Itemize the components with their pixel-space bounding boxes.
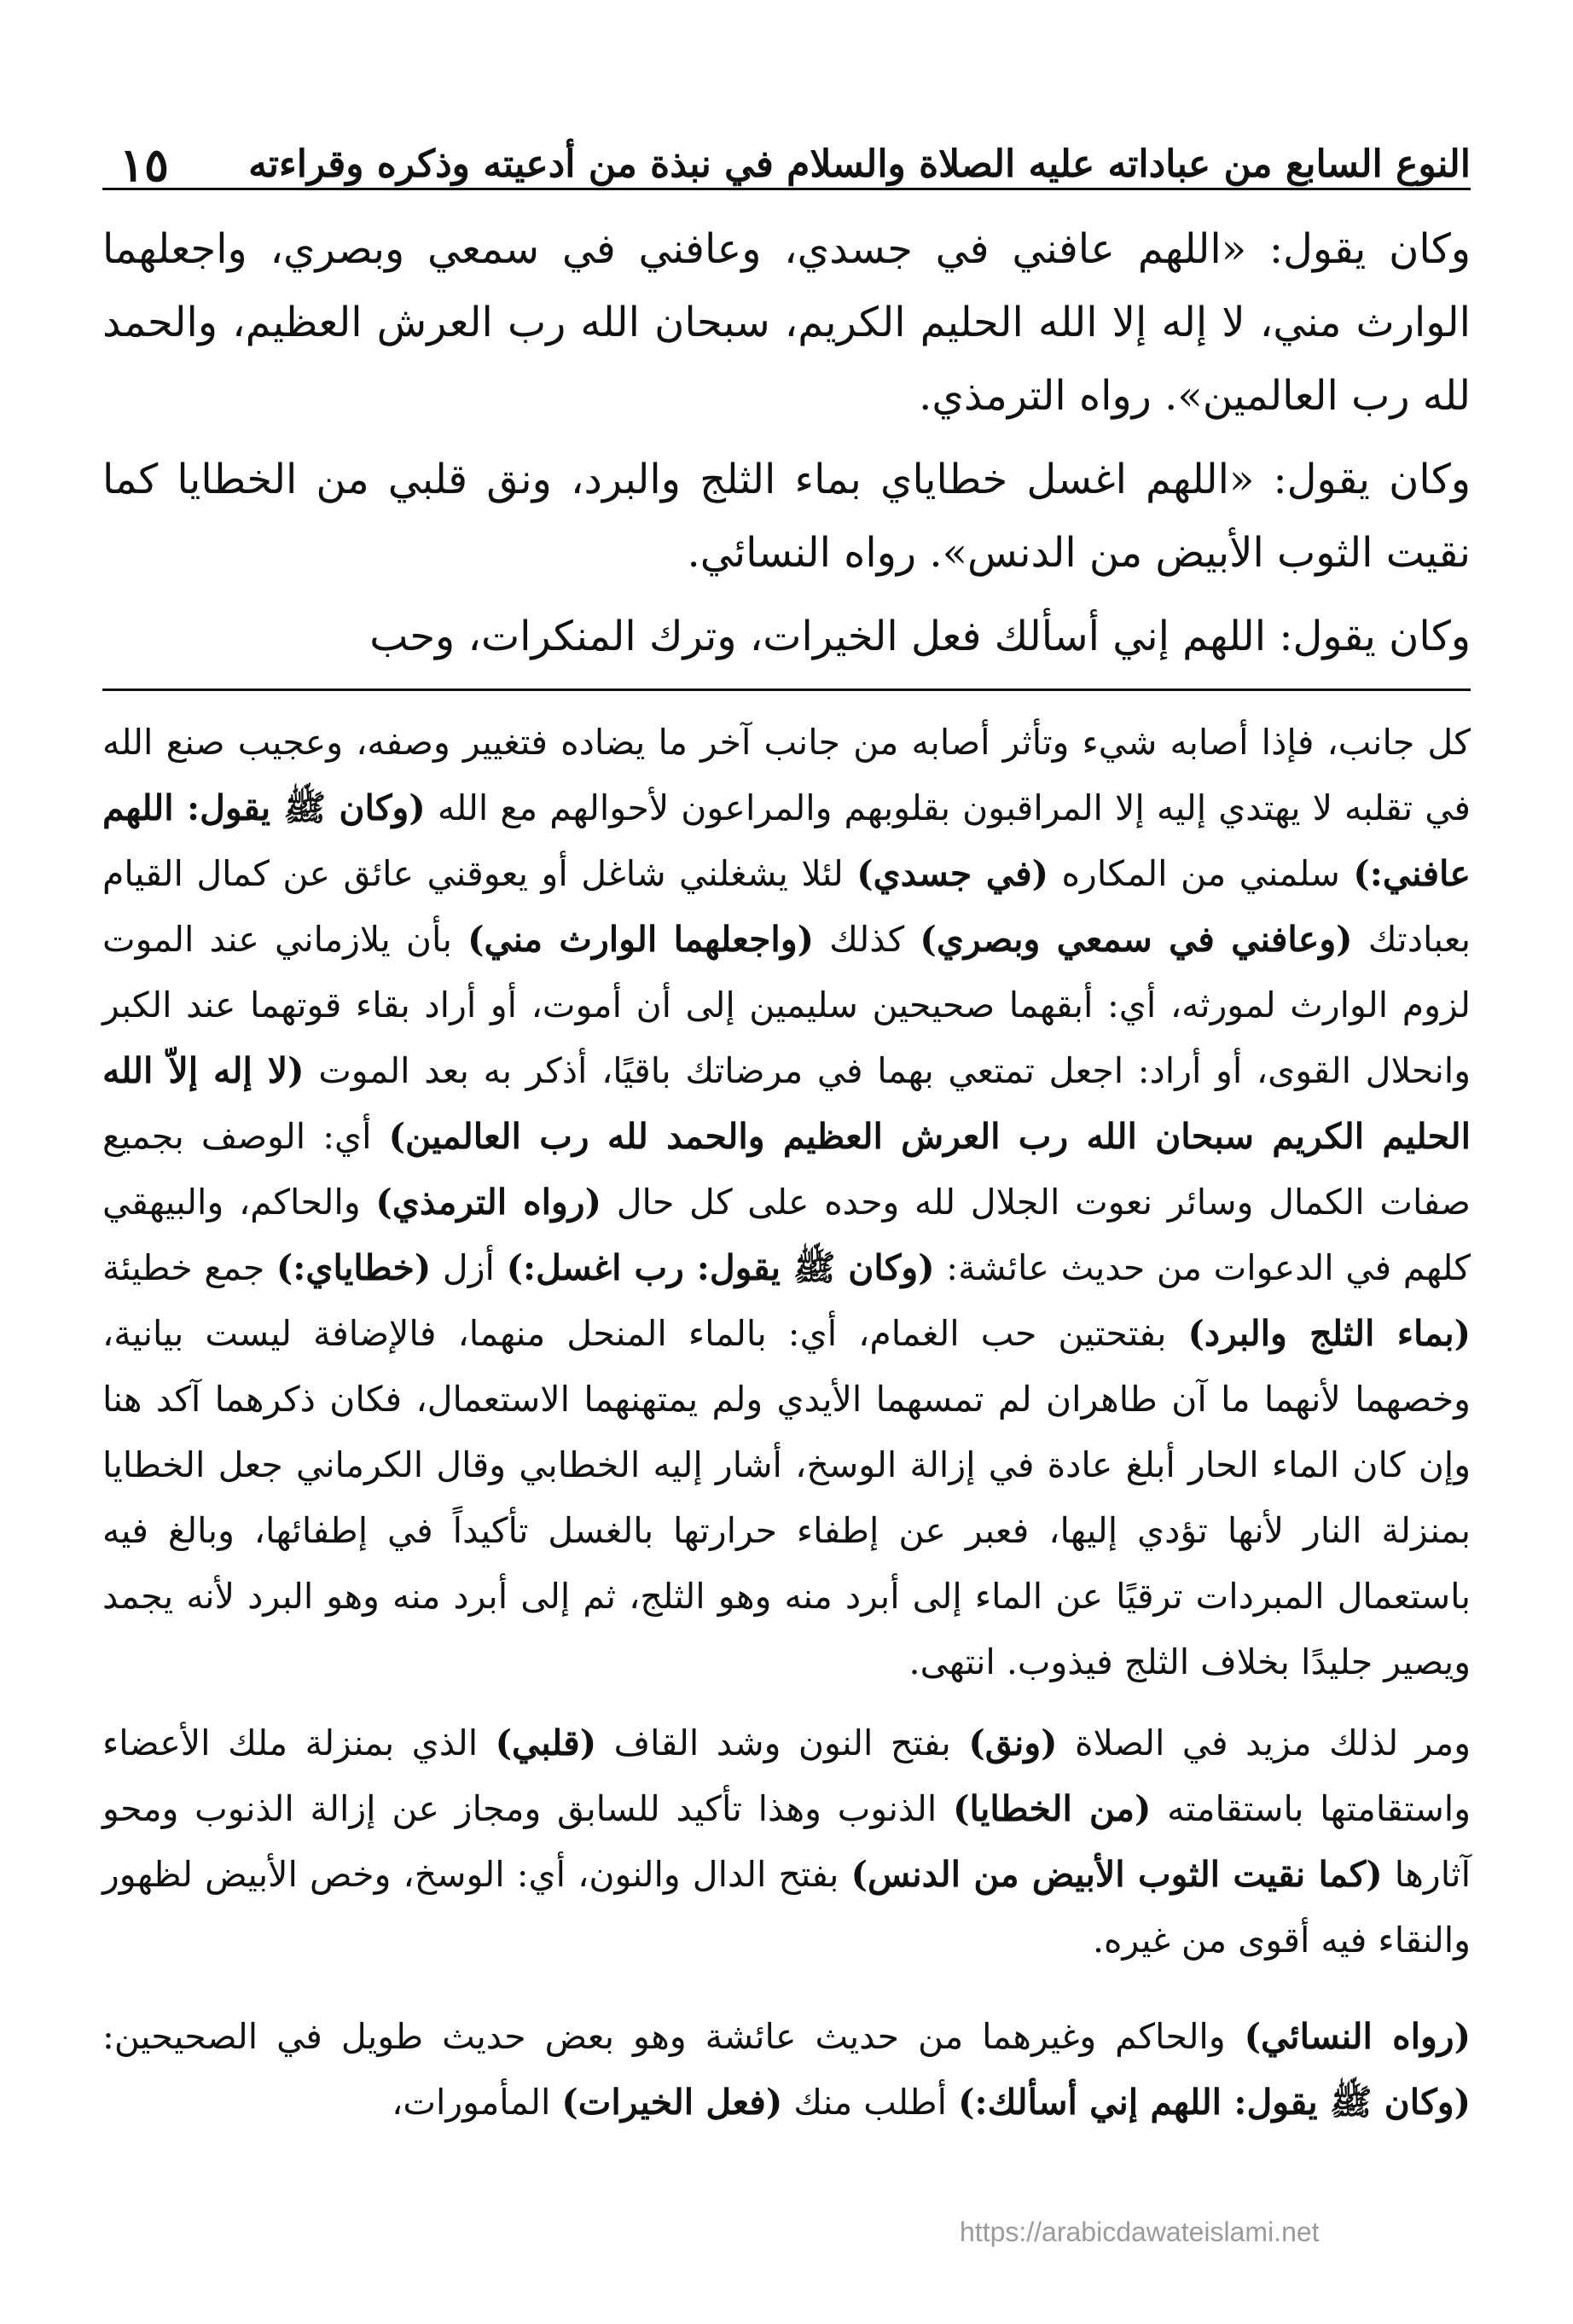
quoted-matn-phrase: (وكان ﷺ يقول: اللهم عافني:) <box>102 787 1471 894</box>
commentary-phrase: سلمني من المكاره <box>1048 853 1354 894</box>
commentary-phrase: لئلا يشغلني شاغل أو يعوقني عائق عن كمال القيام بعبادتك <box>102 853 1471 960</box>
commentary-phrase: جمع خطيئة <box>102 1247 276 1288</box>
watermark-url: https://arabicdawateislami.net <box>960 2217 1320 2247</box>
quoted-matn-phrase: (بماء الثلج والبرد) <box>1187 1313 1471 1354</box>
commentary-phrase: بفتح الدال والنون، أي: الوسخ، وخص الأبيض لظهور والنقاء فيه أقوى من غيره. <box>102 1854 1471 1961</box>
quoted-matn-phrase: (من الخطايا) <box>953 1788 1152 1829</box>
quoted-matn-phrase: (وعافني في سمعي وبصري) <box>920 919 1353 960</box>
quoted-matn-phrase: (قلبي) <box>495 1723 597 1763</box>
commentary-phrase: أطلب منك <box>782 2082 959 2123</box>
quoted-matn-phrase: (ونق) <box>968 1723 1058 1763</box>
commentary-paragraph <box>102 1711 1471 1973</box>
commentary-paragraph <box>102 2004 1471 2135</box>
commentary-phrase: بفتح النون وشد القاف <box>596 1723 969 1763</box>
commentary-phrase: أي: الوصف بجميع صفات الكمال وسائر نعوت الجلال لله وحده على كل حال <box>102 1116 1471 1223</box>
commentary-phrase: أزل <box>431 1247 507 1288</box>
commentary-phrase: كل جانب، فإذا أصابه شيء وتأثر أصابه من جانب آخر ما يضاده فتغيير وصفه، وعجيب صنع الله في تقلبه لا يهتدي إليه إلا المراقبون بقلوبهم والمراعون لأحوالهم مع الله <box>102 722 1471 828</box>
commentary-phrase: والحاكم، والبيهقي كلهم في الدعوات من حديث عائشة: <box>102 1182 1471 1288</box>
quoted-matn-phrase: (واجعلهما الوارث مني) <box>467 919 815 960</box>
commentary-phrase: بأن يلازماني عند الموت لزوم الوارث لمورثه، أي: أبقهما صحيحين سليمين إلى أن أموت، أو أراد بقاء قوتهما عند الكبر وانحلال القوى، أو أراد: اجعل تمتعي بهما في مرضاتك باقيًا، أذكر به بعد الموت <box>102 919 1471 1091</box>
commentary-text <box>102 710 1471 2135</box>
commentary-phrase: ومر لذلك مزيد في الصلاة <box>1057 1723 1471 1763</box>
quoted-matn-phrase: (وكان ﷺ يقول: اللهم إني أسألك:) <box>958 2082 1471 2123</box>
quoted-matn-phrase: (لا إله إلاّ الله الحليم الكريم سبحان الله رب العرش العظيم والحمد لله رب العالمين) <box>102 1050 1471 1157</box>
book-page <box>102 111 1471 2295</box>
running-header <box>102 111 1471 190</box>
matn-paragraph: وكان يقول: «اللهم اغسل خطاياي بماء الثلج والبرد، ونق قلبي من الخطايا كما نقيت الثوب الأبيض من الدنس». رواه النسائي. <box>102 456 1471 577</box>
page-number: ١٥ <box>119 137 170 192</box>
commentary-phrase: كذلك <box>814 919 920 960</box>
quoted-matn-phrase: (فعل الخيرات) <box>561 2082 783 2123</box>
quoted-matn-phrase: (كما نقيت الثوب الأبيض من الدنس) <box>850 1854 1383 1895</box>
commentary-paragraph <box>102 710 1471 1695</box>
quoted-matn-phrase: (رواه الترمذي) <box>375 1182 601 1223</box>
commentary-phrase: الذنوب وهذا تأكيد للسابق ومجاز عن إزالة الذنوب ومحو آثارها <box>102 1788 1471 1895</box>
footnote-separator <box>102 688 1471 691</box>
quoted-matn-phrase: (وكان ﷺ يقول: رب اغسل:) <box>506 1247 935 1288</box>
quoted-matn-phrase: (خطاياي:) <box>276 1247 432 1288</box>
commentary-phrase: والحاكم وغيرهما من حديث عائشة وهو بعض حديث طويل في الصحيحين: <box>102 2016 1245 2057</box>
matn-paragraph: وكان يقول: اللهم إني أسألك فعل الخيرات، وترك المنكرات، وحب <box>369 613 1471 660</box>
commentary-phrase: المأمورات، <box>392 2082 562 2123</box>
main-text <box>102 212 1471 673</box>
matn-paragraph: وكان يقول: «اللهم عافني في جسدي، وعافني في سمعي وبصري، واجعلهما الوارث مني، لا إله إلا الله الحليم الكريم، سبحان الله رب العرش العظيم، والحمد لله رب العالمين». رواه الترمذي. <box>102 225 1471 420</box>
quoted-matn-phrase: (في جسدي) <box>856 853 1049 894</box>
running-title: النوع السابع من عباداته عليه الصلاة والسلام في نبذة من أدعيته وذكره وقراءته <box>248 142 1471 187</box>
quoted-matn-phrase: (رواه النسائي) <box>1244 2016 1471 2057</box>
commentary-phrase: بفتحتين حب الغمام، أي: بالماء المنحل منهما، فالإضافة ليست بيانية، وخصهما لأنهما ما آن طاهران لم تمسهما الأيدي ولم يمتهنهما الاستعمال، فكان ذكرهما آكد هنا وإن كان الماء الحار أبلغ عادة في إزالة الوسخ، أشار إليه الخطابي وقال الكرماني جعل الخطايا بمنزلة النار لأنها تؤدي إليها، فعبر عن إطفاء حرارتها بالغسل تأكيداً في إطفائها، وبالغ فيه باستعمال المبردات ترقيًا عن الماء إلى أبرد منه وهو الثلج، ثم إلى أبرد منه وهو البرد لأنه يجمد ويصير جليدًا بخلاف الثلج فيذوب. انتهى. <box>102 1313 1471 1682</box>
commentary-phrase: الذي بمنزلة ملك الأعضاء واستقامتها باستقامته <box>102 1723 1471 1829</box>
